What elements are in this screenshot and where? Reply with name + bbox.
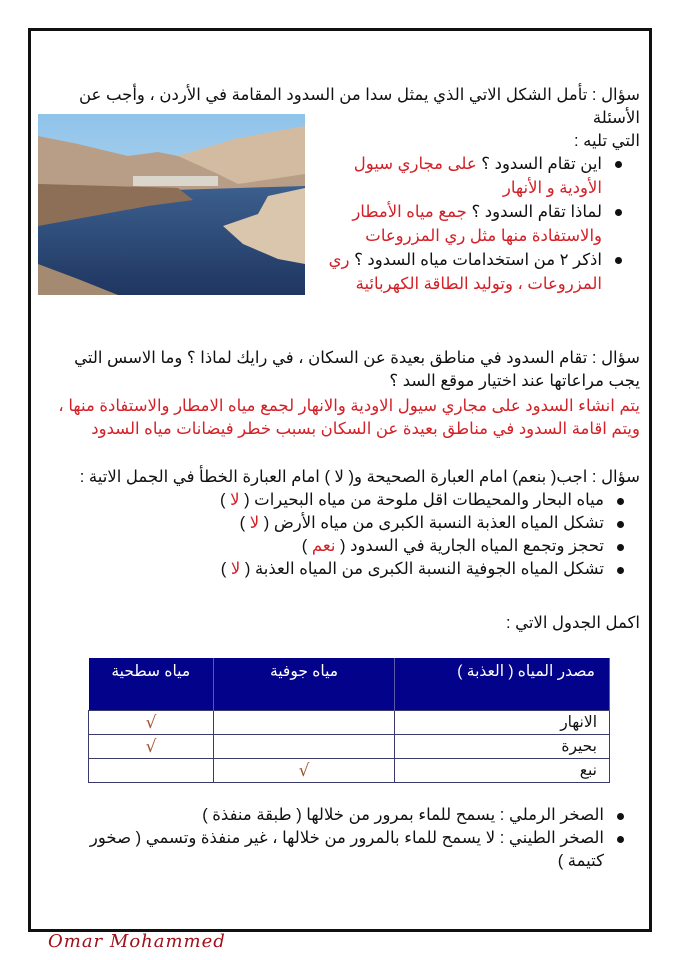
table-cell-surface: √ [89,711,214,735]
q2-answer-line2: ويتم اقامة السدود في مناطق بعيدة عن السكان بسبب خطر فيضانات مياه السدود [91,420,640,438]
table-cell-source: الانهار [395,711,610,735]
q1-item [312,200,628,248]
q2-prompt: سؤال : تقام السدود في مناطق بعيدة عن السكان ، في رايك لماذا ؟ وما الاسس التي يجب مراعاتها عند اختيار موقع السد ؟ [74,349,640,390]
table-cell-surface: √ [89,735,214,759]
table-header-groundwater: مياه جوفية [214,658,395,711]
q3-item: تشكل المياه العذبة النسبة الكبرى من مياه الأرض ( لا ) [40,512,630,535]
q3-answer: لا [230,560,241,578]
table-cell-groundwater [214,711,395,735]
q3-block [40,466,640,581]
q1-item-question: اذكر ٢ من استخدامات مياه السدود ؟ [349,251,602,269]
dam-landscape-icon [38,114,305,295]
q2-answer-line1: يتم انشاء السدود على مجاري سيول الاودية والانهار لجمع مياه الامطار والاستفادة منها ، [58,397,640,415]
q3-statement: تشكل المياه العذبة النسبة الكبرى من مياه الأرض [269,514,604,532]
dam-photo [38,114,305,295]
table-header-surface-water: مياه سطحية [89,658,214,711]
q3-answer: نعم [311,537,336,555]
q2-block [40,347,640,441]
q4-prompt: اكمل الجدول الاتي : [505,614,640,632]
q1-prompt-line1: سؤال : تأمل الشكل الاتي الذي يمثل سدا من السدود المقامة في الأردن ، وأجب عن الأسئلة [78,86,640,127]
q3-item: تشكل المياه الجوفية النسبة الكبرى من المياه العذبة ( لا ) [40,558,630,581]
table-row [89,711,610,735]
table-header-row [89,658,610,711]
author-signature: Omar Mohammed [48,931,226,952]
q1-item-answer: جمع مياه الأمطار والاستفادة منها مثل ري المزروعات [352,203,602,245]
table-cell-source: نبع [395,759,610,783]
q3-statement: تحجز وتجمع المياه الجارية في السدود [345,537,604,555]
q1-prompt-line2: التي تليه : [574,132,640,150]
q1-answers [312,152,628,296]
q1-item-answer: على مجاري سيول الأودية و الأنهار [353,155,602,197]
table-cell-groundwater [214,735,395,759]
q1-item-question: لماذا تقام السدود ؟ [466,203,602,221]
table-cell-source: بحيرة [395,735,610,759]
q3-statement: مياه البحار والمحيطات اقل ملوحة من مياه البحيرات [249,491,604,509]
note-item: الصخر الطيني : لا يسمح للماء بالمرور من خلالها ، غير منفذة وتسمي ( صخور كتيمة ) [60,827,630,873]
table-cell-groundwater: √ [214,759,395,783]
q3-prompt: سؤال : اجب( بنعم) امام العبارة الصحيحة و( لا ) امام العبارة الخطأ في الجمل الاتية : [79,468,640,486]
q1-item-answer: ري المزروعات ، وتوليد الطاقة الكهربائية [328,251,602,293]
water-sources-table [88,658,610,783]
q3-item: تحجز وتجمع المياه الجارية في السدود ( نعم ) [40,535,630,558]
q3-answer: لا [249,514,260,532]
q1-item-question: اين تقام السدود ؟ [476,155,602,173]
q1-item [312,248,628,296]
table-row [89,759,610,783]
note-item: الصخر الرملي : يسمح للماء بمرور من خلالها ( طبقة منفذة ) [60,804,630,827]
table-header-source: مصدر المياه ( العذبة ) [395,658,610,711]
rock-notes [60,804,640,873]
table-row [89,735,610,759]
q1-item [312,152,628,200]
q3-statement: تشكل المياه الجوفية النسبة الكبرى من المياه العذبة [250,560,604,578]
q3-item: مياه البحار والمحيطات اقل ملوحة من مياه البحيرات ( لا ) [40,489,630,512]
table-cell-surface [89,759,214,783]
q3-answer: لا [230,491,240,509]
